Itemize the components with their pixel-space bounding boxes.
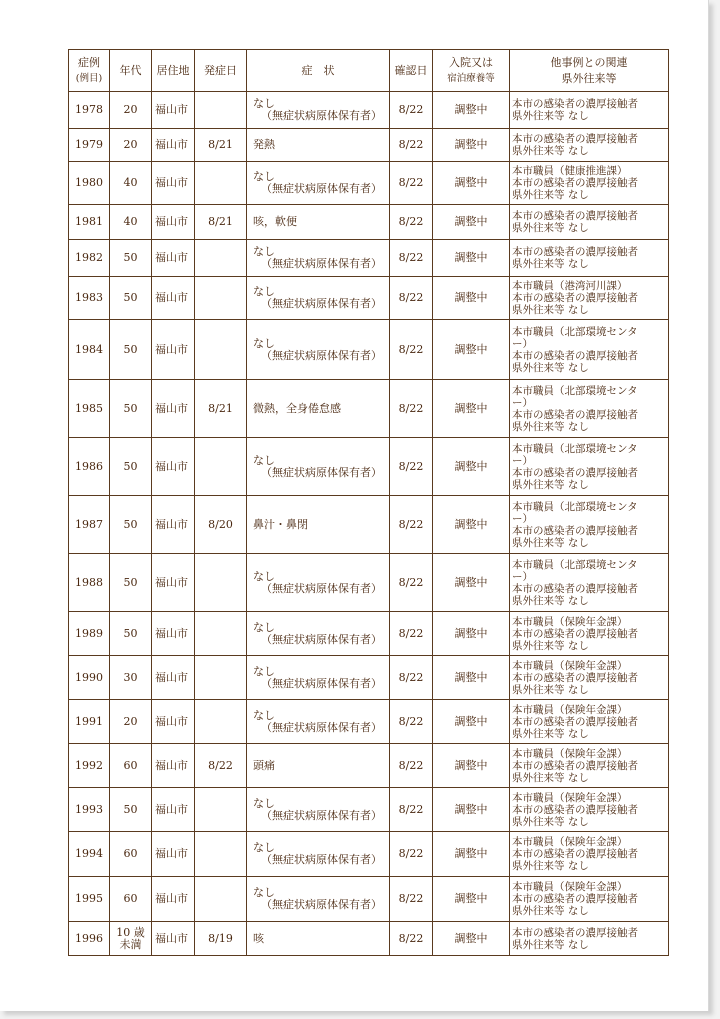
symptoms-cell <box>247 744 390 788</box>
confirmed-date-cell: 8/22 <box>390 380 433 438</box>
symptoms-cell <box>247 129 390 162</box>
relation-line: 本市の感染者の濃厚接触者 <box>512 893 638 905</box>
confirmed-date-cell: 8/22 <box>390 277 433 320</box>
status-cell: 調整中 <box>433 700 510 744</box>
symptom-line: なし <box>253 245 275 258</box>
onset-date-cell <box>195 162 247 205</box>
relation-line: 本市職員（北部環境センタ <box>512 500 638 513</box>
symptom-line: なし <box>253 97 275 110</box>
relation-cell <box>510 240 669 277</box>
residence-cell: 福山市 <box>152 788 195 832</box>
residence-cell: 福山市 <box>152 922 195 956</box>
relation-cell <box>510 92 669 129</box>
relation-line: 本市の感染者の濃厚接触者 <box>512 98 638 110</box>
age-cell: 50 <box>110 277 152 320</box>
confirmed-date-cell: 8/22 <box>390 744 433 788</box>
onset-date-cell <box>195 832 247 877</box>
relation-line: 県外往来等 なし <box>512 189 589 201</box>
status-cell: 調整中 <box>433 612 510 656</box>
relation-cell <box>510 788 669 832</box>
status-cell: 調整中 <box>433 320 510 380</box>
table-row <box>69 612 669 656</box>
relation-line: 本市職員（保険年金課） <box>512 747 628 760</box>
relation-line: 県外往来等 なし <box>512 258 589 270</box>
confirmed-date-cell: 8/22 <box>390 877 433 922</box>
age-cell: 30 <box>110 656 152 700</box>
relation-line: 本市職員（港湾河川課） <box>512 280 628 292</box>
symptom-line: （無症状病原体保有者） <box>261 182 382 195</box>
table-row <box>69 700 669 744</box>
confirmed-date-cell: 8/22 <box>390 612 433 656</box>
symptom-line: なし <box>253 796 275 810</box>
status-cell: 調整中 <box>433 788 510 832</box>
case-number-cell: 1985 <box>69 380 110 438</box>
confirmed-date-cell: 8/22 <box>390 656 433 700</box>
age-cell: 40 <box>110 205 152 240</box>
case-number-cell: 1987 <box>69 496 110 554</box>
relation-cell <box>510 320 669 380</box>
symptoms-cell <box>247 240 390 277</box>
case-number-cell: 1983 <box>69 277 110 320</box>
symptom-line: 微熱，全身倦怠感 <box>253 401 341 415</box>
relation-cell <box>510 277 669 320</box>
symptom-line: なし <box>253 620 275 634</box>
symptoms-cell <box>247 832 390 877</box>
symptom-line: （無症状病原体保有者） <box>261 348 382 362</box>
onset-date-cell <box>195 877 247 922</box>
status-cell: 調整中 <box>433 922 510 956</box>
header-hospitalization: 入院又は 宿泊療養等 <box>433 50 510 92</box>
symptom-line: （無症状病原体保有者） <box>261 581 382 595</box>
relation-line: 本市の感染者の濃厚接触者 <box>512 246 638 258</box>
symptom-line: なし <box>253 453 275 467</box>
symptom-line: なし <box>253 886 275 899</box>
header-relation: 他事例との関連 県外往来等 <box>510 50 669 92</box>
age-cell: 40 <box>110 162 152 205</box>
symptoms-cell <box>247 612 390 656</box>
relation-line: 本市の感染者の濃厚接触者 <box>512 759 638 772</box>
case-number-cell: 1992 <box>69 744 110 788</box>
onset-date-cell <box>195 554 247 612</box>
symptoms-cell <box>247 92 390 129</box>
symptom-line: 発熱 <box>253 138 275 151</box>
onset-date-cell: 8/21 <box>195 205 247 240</box>
table-row <box>69 554 669 612</box>
relation-line: 本市の感染者の濃厚接触者 <box>512 803 638 816</box>
relation-line: 県外往来等 なし <box>512 145 589 157</box>
symptom-line: （無症状病原体保有者） <box>261 297 382 310</box>
onset-date-cell <box>195 656 247 700</box>
age-cell: 50 <box>110 788 152 832</box>
status-cell: 調整中 <box>433 832 510 877</box>
onset-date-cell <box>195 320 247 380</box>
case-number-cell: 1982 <box>69 240 110 277</box>
relation-line: ー） <box>512 454 533 467</box>
relation-line: ー） <box>512 570 533 583</box>
relation-line: 本市の感染者の濃厚接触者 <box>512 349 638 362</box>
confirmed-date-cell: 8/22 <box>390 496 433 554</box>
symptoms-cell <box>247 438 390 496</box>
symptoms-cell <box>247 700 390 744</box>
relation-line: 本市の感染者の濃厚接触者 <box>512 524 638 537</box>
symptoms-cell <box>247 922 390 956</box>
relation-line: 県外往来等 なし <box>512 771 589 784</box>
age-cell: 50 <box>110 612 152 656</box>
table-row <box>69 129 669 162</box>
symptoms-cell <box>247 656 390 700</box>
case-number-cell: 1981 <box>69 205 110 240</box>
onset-date-cell <box>195 612 247 656</box>
case-number-cell: 1995 <box>69 877 110 922</box>
confirmed-date-cell: 8/22 <box>390 205 433 240</box>
symptoms-cell <box>247 320 390 380</box>
age-cell: 60 <box>110 877 152 922</box>
relation-line: 本市の感染者の濃厚接触者 <box>512 177 638 189</box>
table-row <box>69 438 669 496</box>
age-line: 10 歳 <box>116 925 145 939</box>
onset-date-cell <box>195 438 247 496</box>
symptoms-cell <box>247 380 390 438</box>
confirmed-date-cell: 8/22 <box>390 162 433 205</box>
onset-date-cell <box>195 277 247 320</box>
relation-cell <box>510 612 669 656</box>
age-cell: 60 <box>110 832 152 877</box>
residence-cell: 福山市 <box>152 129 195 162</box>
onset-date-cell: 8/21 <box>195 380 247 438</box>
residence-cell: 福山市 <box>152 240 195 277</box>
case-number-cell: 1991 <box>69 700 110 744</box>
symptom-line: 咳 <box>253 931 264 945</box>
table-row <box>69 240 669 277</box>
case-number-cell: 1986 <box>69 438 110 496</box>
residence-cell: 福山市 <box>152 277 195 320</box>
relation-line: 県外往来等 なし <box>512 683 589 696</box>
age-cell: 20 <box>110 92 152 129</box>
symptom-line: 咳，軟便 <box>253 215 297 228</box>
symptoms-cell <box>247 496 390 554</box>
relation-cell <box>510 554 669 612</box>
case-number-cell: 1979 <box>69 129 110 162</box>
relation-cell <box>510 832 669 877</box>
age-line: 未満 <box>119 937 142 951</box>
residence-cell: 福山市 <box>152 656 195 700</box>
symptom-line: 頭痛 <box>253 758 275 772</box>
relation-line: ー） <box>512 337 533 350</box>
relation-line: 県外往来等 なし <box>512 815 589 828</box>
symptoms-cell <box>247 205 390 240</box>
residence-cell: 福山市 <box>152 92 195 129</box>
confirmed-date-cell: 8/22 <box>390 832 433 877</box>
residence-cell: 福山市 <box>152 612 195 656</box>
age-cell: 20 <box>110 129 152 162</box>
relation-line: 本市職員（保険年金課） <box>512 881 628 893</box>
case-number-cell: 1994 <box>69 832 110 877</box>
relation-line: 県外往来等 なし <box>512 304 589 316</box>
relation-line: 本市の感染者の濃厚接触者 <box>512 582 638 595</box>
relation-line: 県外往来等 なし <box>512 905 589 917</box>
symptoms-cell <box>247 788 390 832</box>
case-number-cell: 1993 <box>69 788 110 832</box>
relation-line: 県外往来等 なし <box>512 860 589 872</box>
relation-cell <box>510 877 669 922</box>
symptom-line: （無症状病原体保有者） <box>261 257 382 270</box>
status-cell: 調整中 <box>433 554 510 612</box>
table-row <box>69 877 669 922</box>
relation-line: 県外往来等 なし <box>512 639 589 652</box>
confirmed-date-cell: 8/22 <box>390 240 433 277</box>
relation-line: 県外往来等 なし <box>512 361 589 374</box>
relation-line: 本市の感染者の濃厚接触者 <box>512 715 638 728</box>
residence-cell: 福山市 <box>152 162 195 205</box>
case-number-cell: 1990 <box>69 656 110 700</box>
relation-line: 本市職員（北部環境センタ <box>512 442 638 455</box>
relation-cell <box>510 656 669 700</box>
onset-date-cell <box>195 240 247 277</box>
relation-line: 本市の感染者の濃厚接触者 <box>512 210 638 222</box>
table-row <box>69 832 669 877</box>
symptom-line: （無症状病原体保有者） <box>261 632 382 646</box>
relation-line: 本市職員（健康推進課） <box>512 165 628 177</box>
age-cell: 50 <box>110 380 152 438</box>
relation-line: 本市職員（保険年金課） <box>512 615 628 628</box>
relation-line: 本市の感染者の濃厚接触者 <box>512 408 638 421</box>
residence-cell: 福山市 <box>152 438 195 496</box>
symptom-line: 鼻汁・鼻閉 <box>253 517 308 531</box>
relation-line: 本市職員（保険年金課） <box>512 836 628 848</box>
relation-cell <box>510 129 669 162</box>
symptom-line: なし <box>253 841 275 854</box>
symptom-line: なし <box>253 285 275 298</box>
table-row <box>69 277 669 320</box>
table-row <box>69 380 669 438</box>
symptom-line: なし <box>253 664 275 678</box>
relation-line: 本市職員（保険年金課） <box>512 659 628 672</box>
relation-cell <box>510 380 669 438</box>
relation-line: 県外往来等 なし <box>512 727 589 740</box>
status-cell: 調整中 <box>433 162 510 205</box>
onset-date-cell: 8/21 <box>195 129 247 162</box>
confirmed-date-cell: 8/22 <box>390 554 433 612</box>
symptom-line: （無症状病原体保有者） <box>261 465 382 479</box>
case-number-cell: 1978 <box>69 92 110 129</box>
relation-line: 県外往来等 なし <box>512 222 589 234</box>
status-cell: 調整中 <box>433 877 510 922</box>
residence-cell: 福山市 <box>152 877 195 922</box>
header-case: 症例 (例目) <box>69 50 110 92</box>
relation-line: ー） <box>512 396 533 409</box>
status-cell: 調整中 <box>433 277 510 320</box>
confirmed-date-cell: 8/22 <box>390 922 433 956</box>
status-cell: 調整中 <box>433 438 510 496</box>
residence-cell: 福山市 <box>152 380 195 438</box>
relation-cell <box>510 496 669 554</box>
relation-line: 本市の感染者の濃厚接触者 <box>512 848 638 860</box>
relation-line: 本市の感染者の濃厚接触者 <box>512 466 638 479</box>
case-table <box>68 49 669 956</box>
residence-cell: 福山市 <box>152 320 195 380</box>
table-row <box>69 496 669 554</box>
relation-line: 本市の感染者の濃厚接触者 <box>512 926 638 939</box>
header-onset: 発症日 <box>195 50 247 92</box>
case-number-cell: 1980 <box>69 162 110 205</box>
age-cell: 50 <box>110 320 152 380</box>
table-row <box>69 744 669 788</box>
age-cell <box>110 922 152 956</box>
relation-line: 県外往来等 なし <box>512 594 589 607</box>
status-cell: 調整中 <box>433 240 510 277</box>
header-confirmed: 確認日 <box>390 50 433 92</box>
age-cell: 50 <box>110 240 152 277</box>
symptom-line: （無症状病原体保有者） <box>261 853 382 866</box>
header-residence: 居住地 <box>152 50 195 92</box>
symptoms-cell <box>247 554 390 612</box>
relation-line: 本市の感染者の濃厚接触者 <box>512 671 638 684</box>
case-number-cell: 1988 <box>69 554 110 612</box>
relation-cell <box>510 438 669 496</box>
relation-line: 県外往来等 なし <box>512 478 589 491</box>
header-symptoms: 症 状 <box>247 50 390 92</box>
residence-cell: 福山市 <box>152 832 195 877</box>
table-row <box>69 656 669 700</box>
table-row <box>69 205 669 240</box>
confirmed-date-cell: 8/22 <box>390 129 433 162</box>
age-cell: 50 <box>110 554 152 612</box>
relation-line: ー） <box>512 512 533 525</box>
onset-date-cell <box>195 700 247 744</box>
relation-line: 本市の感染者の濃厚接触者 <box>512 627 638 640</box>
onset-date-cell: 8/20 <box>195 496 247 554</box>
relation-cell <box>510 700 669 744</box>
symptoms-cell <box>247 162 390 205</box>
relation-line: 本市職員（北部環境センタ <box>512 558 638 571</box>
table-row <box>69 320 669 380</box>
symptom-line: （無症状病原体保有者） <box>261 808 382 822</box>
age-cell: 50 <box>110 496 152 554</box>
relation-line: 県外往来等 なし <box>512 110 589 122</box>
age-cell: 60 <box>110 744 152 788</box>
onset-date-cell <box>195 788 247 832</box>
table-header-row <box>69 50 669 92</box>
residence-cell: 福山市 <box>152 554 195 612</box>
symptom-line: なし <box>253 708 275 722</box>
relation-cell <box>510 744 669 788</box>
status-cell: 調整中 <box>433 656 510 700</box>
relation-line: 本市の感染者の濃厚接触者 <box>512 292 638 304</box>
table-row <box>69 922 669 956</box>
status-cell: 調整中 <box>433 129 510 162</box>
symptoms-cell <box>247 277 390 320</box>
confirmed-date-cell: 8/22 <box>390 92 433 129</box>
residence-cell: 福山市 <box>152 700 195 744</box>
onset-date-cell: 8/19 <box>195 922 247 956</box>
relation-line: 県外往来等 なし <box>512 420 589 433</box>
case-number-cell: 1984 <box>69 320 110 380</box>
status-cell: 調整中 <box>433 205 510 240</box>
relation-cell <box>510 205 669 240</box>
relation-cell <box>510 922 669 956</box>
relation-cell <box>510 162 669 205</box>
status-cell: 調整中 <box>433 744 510 788</box>
symptom-line: なし <box>253 170 275 183</box>
relation-line: 本市職員（保険年金課） <box>512 791 628 804</box>
confirmed-date-cell: 8/22 <box>390 438 433 496</box>
confirmed-date-cell: 8/22 <box>390 700 433 744</box>
symptom-line: なし <box>253 336 275 350</box>
table-row <box>69 92 669 129</box>
relation-line: 本市の感染者の濃厚接触者 <box>512 133 638 145</box>
onset-date-cell: 8/22 <box>195 744 247 788</box>
relation-line: 県外往来等 なし <box>512 536 589 549</box>
symptom-line: （無症状病原体保有者） <box>261 720 382 734</box>
age-cell: 50 <box>110 438 152 496</box>
residence-cell: 福山市 <box>152 744 195 788</box>
case-number-cell: 1989 <box>69 612 110 656</box>
status-cell: 調整中 <box>433 496 510 554</box>
status-cell: 調整中 <box>433 380 510 438</box>
relation-line: 県外往来等 なし <box>512 938 589 951</box>
symptom-line: （無症状病原体保有者） <box>261 898 382 911</box>
case-number-cell: 1996 <box>69 922 110 956</box>
table-row <box>69 788 669 832</box>
header-age: 年代 <box>110 50 152 92</box>
relation-line: 本市職員（北部環境センタ <box>512 384 638 397</box>
residence-cell: 福山市 <box>152 205 195 240</box>
table-row <box>69 162 669 205</box>
symptom-line: なし <box>253 569 275 583</box>
symptoms-cell <box>247 877 390 922</box>
onset-date-cell <box>195 92 247 129</box>
confirmed-date-cell: 8/22 <box>390 320 433 380</box>
symptom-line: （無症状病原体保有者） <box>261 676 382 690</box>
age-cell: 20 <box>110 700 152 744</box>
relation-line: 本市職員（北部環境センタ <box>512 325 638 338</box>
symptom-line: （無症状病原体保有者） <box>261 109 382 122</box>
status-cell: 調整中 <box>433 92 510 129</box>
residence-cell: 福山市 <box>152 496 195 554</box>
confirmed-date-cell: 8/22 <box>390 788 433 832</box>
relation-line: 本市職員（保険年金課） <box>512 703 628 716</box>
